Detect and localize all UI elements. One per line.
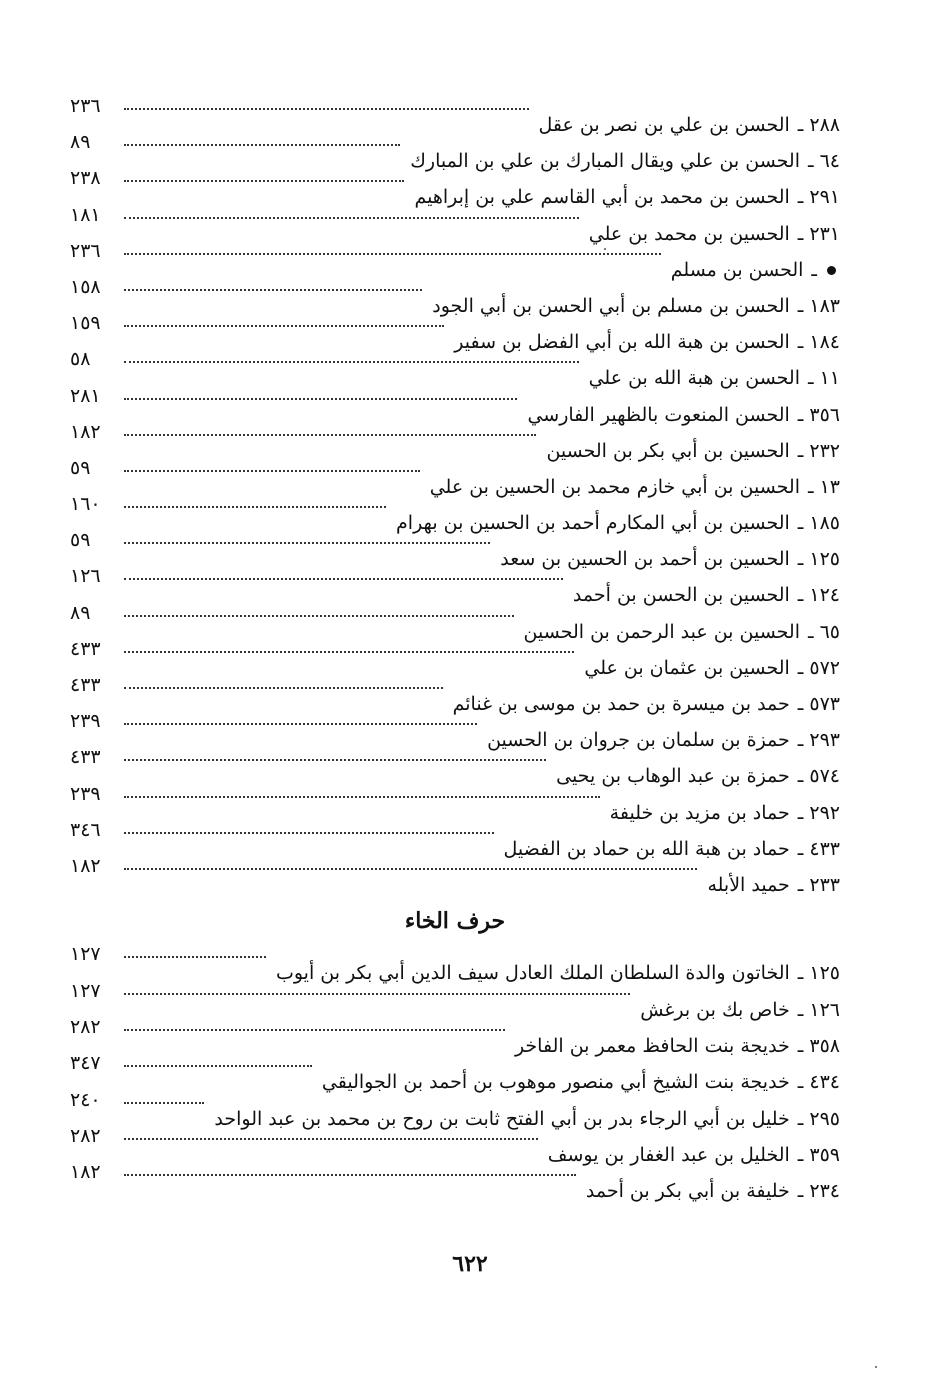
entry-dash: ـ xyxy=(797,837,804,860)
entry-dash: ـ xyxy=(797,294,804,317)
entry-number: ١١ xyxy=(819,367,840,390)
entry-page-ref: ٢٨١ xyxy=(70,384,101,407)
entry-page-ref: ٣٤٦ xyxy=(70,818,101,841)
entry-dash: ـ xyxy=(808,475,814,498)
entry-page-ref: ١٨٢ xyxy=(70,1161,101,1184)
entry-dash: ـ xyxy=(797,656,804,679)
dot-leader xyxy=(124,603,514,617)
entry-number: ٤٣٤ xyxy=(809,1071,840,1094)
entry-page-ref: ٥٩ xyxy=(70,456,91,479)
entry-number: ١٣ xyxy=(819,475,840,498)
dot-leader xyxy=(124,747,546,761)
entry-dash: ـ xyxy=(797,439,804,462)
index-entry xyxy=(70,167,840,209)
entry-dash: ـ xyxy=(811,258,817,281)
entry-page-ref: ١٨٢ xyxy=(70,854,101,877)
entry-name: الحسين بن أبي المكارم أحمد بن الحسين بن بهرام xyxy=(396,512,790,535)
entry-name: الحسين بن أبي خازم محمد بن الحسين بن علي xyxy=(429,475,800,498)
entry-number: ٥٧٣ xyxy=(809,693,840,715)
entry-number: ٥٧٤ xyxy=(809,765,840,788)
index-entry xyxy=(70,854,840,896)
entry-dash: ـ xyxy=(797,548,804,571)
entry-dash: ـ xyxy=(797,512,804,535)
entry-number: ٢٩٣ xyxy=(809,729,840,752)
dot-leader xyxy=(124,241,661,255)
entry-page-ref: ٢٤٠ xyxy=(70,1088,101,1111)
index-entry xyxy=(70,131,840,173)
entry-dash: ـ xyxy=(797,403,804,426)
dot-leader xyxy=(124,639,574,653)
entry-number: ٤٣٣ xyxy=(809,837,840,860)
entry-name: الحسين بن عثمان بن علي xyxy=(584,656,790,679)
index-entry xyxy=(70,420,840,462)
entry-dash: ـ xyxy=(797,729,804,752)
dot-leader xyxy=(124,132,400,146)
entry-number: ٢٨٨ xyxy=(809,114,840,136)
index-entry xyxy=(70,348,840,390)
entry-name: خديجة بنت الحافظ معمر بن الفاخر xyxy=(514,1034,790,1057)
bullet-icon xyxy=(827,266,836,275)
entry-dash: ـ xyxy=(797,693,804,715)
entry-number: ٢٣٢ xyxy=(809,439,840,462)
entry-dash: ـ xyxy=(797,1034,804,1057)
entry-name: الحسن بن مسلم xyxy=(670,258,804,281)
entry-name: الحسين بن أحمد بن الحسين بن سعد xyxy=(500,548,790,571)
entry-page-ref: ٢٨٢ xyxy=(70,1015,101,1038)
dot-leader xyxy=(124,349,579,363)
entry-name: حميد الأبله xyxy=(707,873,790,896)
entry-number: ١٨٥ xyxy=(809,512,840,535)
index-entry xyxy=(70,674,840,715)
entry-name: الحسن بن مسلم بن أبي الحسن بن أبي الجود xyxy=(432,294,790,317)
entry-page-ref: ٨٩ xyxy=(70,131,91,154)
scan-speck xyxy=(604,248,606,250)
scan-speck xyxy=(875,1366,877,1368)
dot-leader xyxy=(124,1053,312,1067)
dot-leader xyxy=(124,168,404,182)
entry-dash: ـ xyxy=(797,1144,804,1167)
index-entry xyxy=(70,782,840,824)
entry-number: ٢٣٤ xyxy=(809,1180,840,1203)
entry-number: ١٨٣ xyxy=(809,294,840,317)
entry-name: الحسن بن محمد بن أبي القاسم علي بن إبراهيم xyxy=(414,186,790,209)
dot-leader xyxy=(124,458,420,472)
dot-leader xyxy=(124,422,536,436)
entry-number: ٣٥٩ xyxy=(809,1144,840,1167)
dot-leader xyxy=(124,1017,505,1031)
entry-name: الخاتون والدة السلطان الملك العادل سيف الدين أبي بكر بن أيوب xyxy=(275,962,790,985)
entry-name: الحسين بن أبي بكر بن الحسين xyxy=(546,439,790,462)
entry-number: ١٢٥ xyxy=(809,962,840,985)
entry-page-ref: ٢٣٦ xyxy=(70,95,101,117)
index-entry xyxy=(70,1125,840,1167)
entry-page-ref: ٢٣٩ xyxy=(70,710,101,733)
entry-dash: ـ xyxy=(797,873,804,896)
index-list-ha xyxy=(70,95,840,896)
entry-number: ٦٥ xyxy=(819,620,840,643)
entry-name: الحسن بن هبة الله بن علي xyxy=(588,367,800,390)
entry-number: ٦٤ xyxy=(819,150,840,173)
dot-leader xyxy=(124,675,443,689)
index-entry xyxy=(70,601,840,643)
dot-leader xyxy=(124,530,490,544)
index-entry xyxy=(70,203,840,245)
entry-name: خليفة بن أبي بكر بن أحمد xyxy=(585,1180,790,1203)
entry-page-ref: ٥٩ xyxy=(70,529,91,552)
entry-name: حماد بن هبة الله بن حماد بن الفضيل xyxy=(503,837,790,860)
index-entry xyxy=(70,529,840,571)
entry-dash: ـ xyxy=(797,222,804,245)
entry-dash: ـ xyxy=(797,584,804,607)
index-entry xyxy=(70,456,840,498)
dot-leader xyxy=(124,386,517,400)
entry-page-ref: ٤٣٣ xyxy=(70,674,101,696)
entry-number xyxy=(823,241,840,280)
entry-number: ١٨٤ xyxy=(809,331,840,354)
entry-name: حماد بن مزيد بن خليفة xyxy=(609,801,790,824)
entry-page-ref: ٢٨٢ xyxy=(70,1125,101,1148)
dot-leader xyxy=(124,711,477,725)
dot-leader xyxy=(124,784,600,798)
entry-page-ref: ٤٣٣ xyxy=(70,637,101,660)
entry-number: ٢٣١ xyxy=(809,222,840,245)
index-entry xyxy=(70,239,840,281)
entry-page-ref: ٨٩ xyxy=(70,601,91,624)
index-list-kha xyxy=(70,943,840,1203)
index-entry xyxy=(70,312,840,354)
index-entry xyxy=(70,979,840,1021)
dot-leader xyxy=(124,856,697,870)
index-entry xyxy=(70,95,840,136)
entry-name: خديجة بنت الشيخ أبي منصور موهوب بن أحمد بن الجواليقي xyxy=(321,1071,790,1094)
dot-leader xyxy=(124,566,563,580)
entry-dash: ـ xyxy=(797,962,804,985)
index-entry xyxy=(70,1052,840,1094)
index-entry xyxy=(70,1015,840,1057)
page-number: ٦٢٢ xyxy=(452,1251,488,1277)
entry-page-ref: ١٥٩ xyxy=(70,312,101,335)
entry-page-ref: ٢٣٩ xyxy=(70,782,101,805)
index-entry xyxy=(70,1088,840,1130)
entry-dash: ـ xyxy=(797,1180,804,1203)
entry-dash: ـ xyxy=(797,114,804,136)
entry-dash: ـ xyxy=(797,765,804,788)
entry-name: خليل بن أبي الرجاء بدر بن أبي الفتح ثابت بن روح بن محمد بن عبد الواحد xyxy=(214,1107,790,1130)
index-entry xyxy=(70,275,840,317)
index-entry xyxy=(70,637,840,679)
entry-dash: ـ xyxy=(808,367,814,390)
dot-leader xyxy=(124,944,266,958)
entry-page-ref: ٢٣٦ xyxy=(70,239,101,262)
entry-number: ٢٣٣ xyxy=(809,873,840,896)
index-entry xyxy=(70,818,840,860)
entry-name: الحسين بن الحسن بن أحمد xyxy=(572,584,790,607)
entry-page-ref: ١٨٢ xyxy=(70,420,101,443)
dot-leader xyxy=(124,820,494,834)
entry-page-ref: ١٢٧ xyxy=(70,979,101,1002)
index-entry xyxy=(70,565,840,607)
index-entry xyxy=(70,1161,840,1203)
entry-name: حمزة بن عبد الوهاب بن يحيى xyxy=(556,765,790,788)
entry-page-ref: ٤٣٣ xyxy=(70,746,101,769)
entry-number: ٢٩٥ xyxy=(809,1107,840,1130)
entry-dash: ـ xyxy=(797,998,804,1021)
entry-dash: ـ xyxy=(797,186,804,209)
entry-page-ref: ٣٤٧ xyxy=(70,1052,101,1075)
entry-name: خاص بك بن برغش xyxy=(640,998,790,1021)
dot-leader xyxy=(124,981,630,995)
entry-dash: ـ xyxy=(797,1071,804,1094)
entry-name: الحسين بن محمد بن علي xyxy=(588,222,790,245)
entry-dash: ـ xyxy=(797,801,804,824)
entry-name: الخليل بن عبد الغفار بن يوسف xyxy=(547,1144,790,1167)
entry-dash: ـ xyxy=(797,1107,804,1130)
entry-dash: ـ xyxy=(797,331,804,354)
entry-name: حمد بن ميسرة بن حمد بن موسى بن غنائم xyxy=(452,693,790,715)
entry-page-ref: ١٢٦ xyxy=(70,565,101,588)
section-title: حرف الخاء xyxy=(404,908,506,935)
entry-number: ٢٩١ xyxy=(809,186,840,209)
dot-leader xyxy=(124,313,444,327)
entry-number: ٣٥٨ xyxy=(809,1034,840,1057)
entry-page-ref: ١٨١ xyxy=(70,203,101,226)
dot-leader xyxy=(124,277,422,291)
index-entry xyxy=(70,493,840,535)
entry-name: الحسن بن هبة الله بن أبي الفضل بن سفير xyxy=(454,331,790,354)
entry-dash: ـ xyxy=(808,150,814,173)
entry-page-ref: ١٦٠ xyxy=(70,493,101,516)
entry-name: الحسن بن علي ويقال المبارك بن علي بن المبارك xyxy=(410,150,800,173)
entry-page-ref: ٥٨ xyxy=(70,348,91,371)
entry-number: ١٢٦ xyxy=(809,998,840,1021)
index-entry xyxy=(70,746,840,788)
entry-number: ١٢٥ xyxy=(809,548,840,571)
entry-name: الحسين بن عبد الرحمن بن الحسين xyxy=(523,620,800,643)
dot-leader xyxy=(124,1090,204,1104)
index-entry xyxy=(70,943,840,985)
dot-leader xyxy=(124,205,579,219)
dot-leader xyxy=(124,1162,576,1176)
entry-number: ٥٧٢ xyxy=(809,656,840,679)
entry-dash: ـ xyxy=(808,620,814,643)
entry-name: حمزة بن سلمان بن جروان بن الحسين xyxy=(487,729,790,752)
dot-leader xyxy=(124,1126,538,1140)
dot-leader xyxy=(124,494,386,508)
index-entry xyxy=(70,710,840,752)
entry-number: ٣٥٦ xyxy=(809,403,840,426)
entry-name: الحسن المنعوت بالظهير الفارسي xyxy=(527,403,790,426)
index-page xyxy=(70,95,840,1203)
entry-number: ١٢٤ xyxy=(809,584,840,607)
entry-number: ٢٩٢ xyxy=(809,801,840,824)
index-entry xyxy=(70,384,840,426)
entry-name: الحسن بن علي بن نصر بن عقل xyxy=(538,114,790,136)
entry-page-ref: ١٥٨ xyxy=(70,275,101,298)
entry-page-ref: ١٢٧ xyxy=(70,943,101,966)
entry-page-ref: ٢٣٨ xyxy=(70,167,101,190)
dot-leader xyxy=(124,96,529,110)
